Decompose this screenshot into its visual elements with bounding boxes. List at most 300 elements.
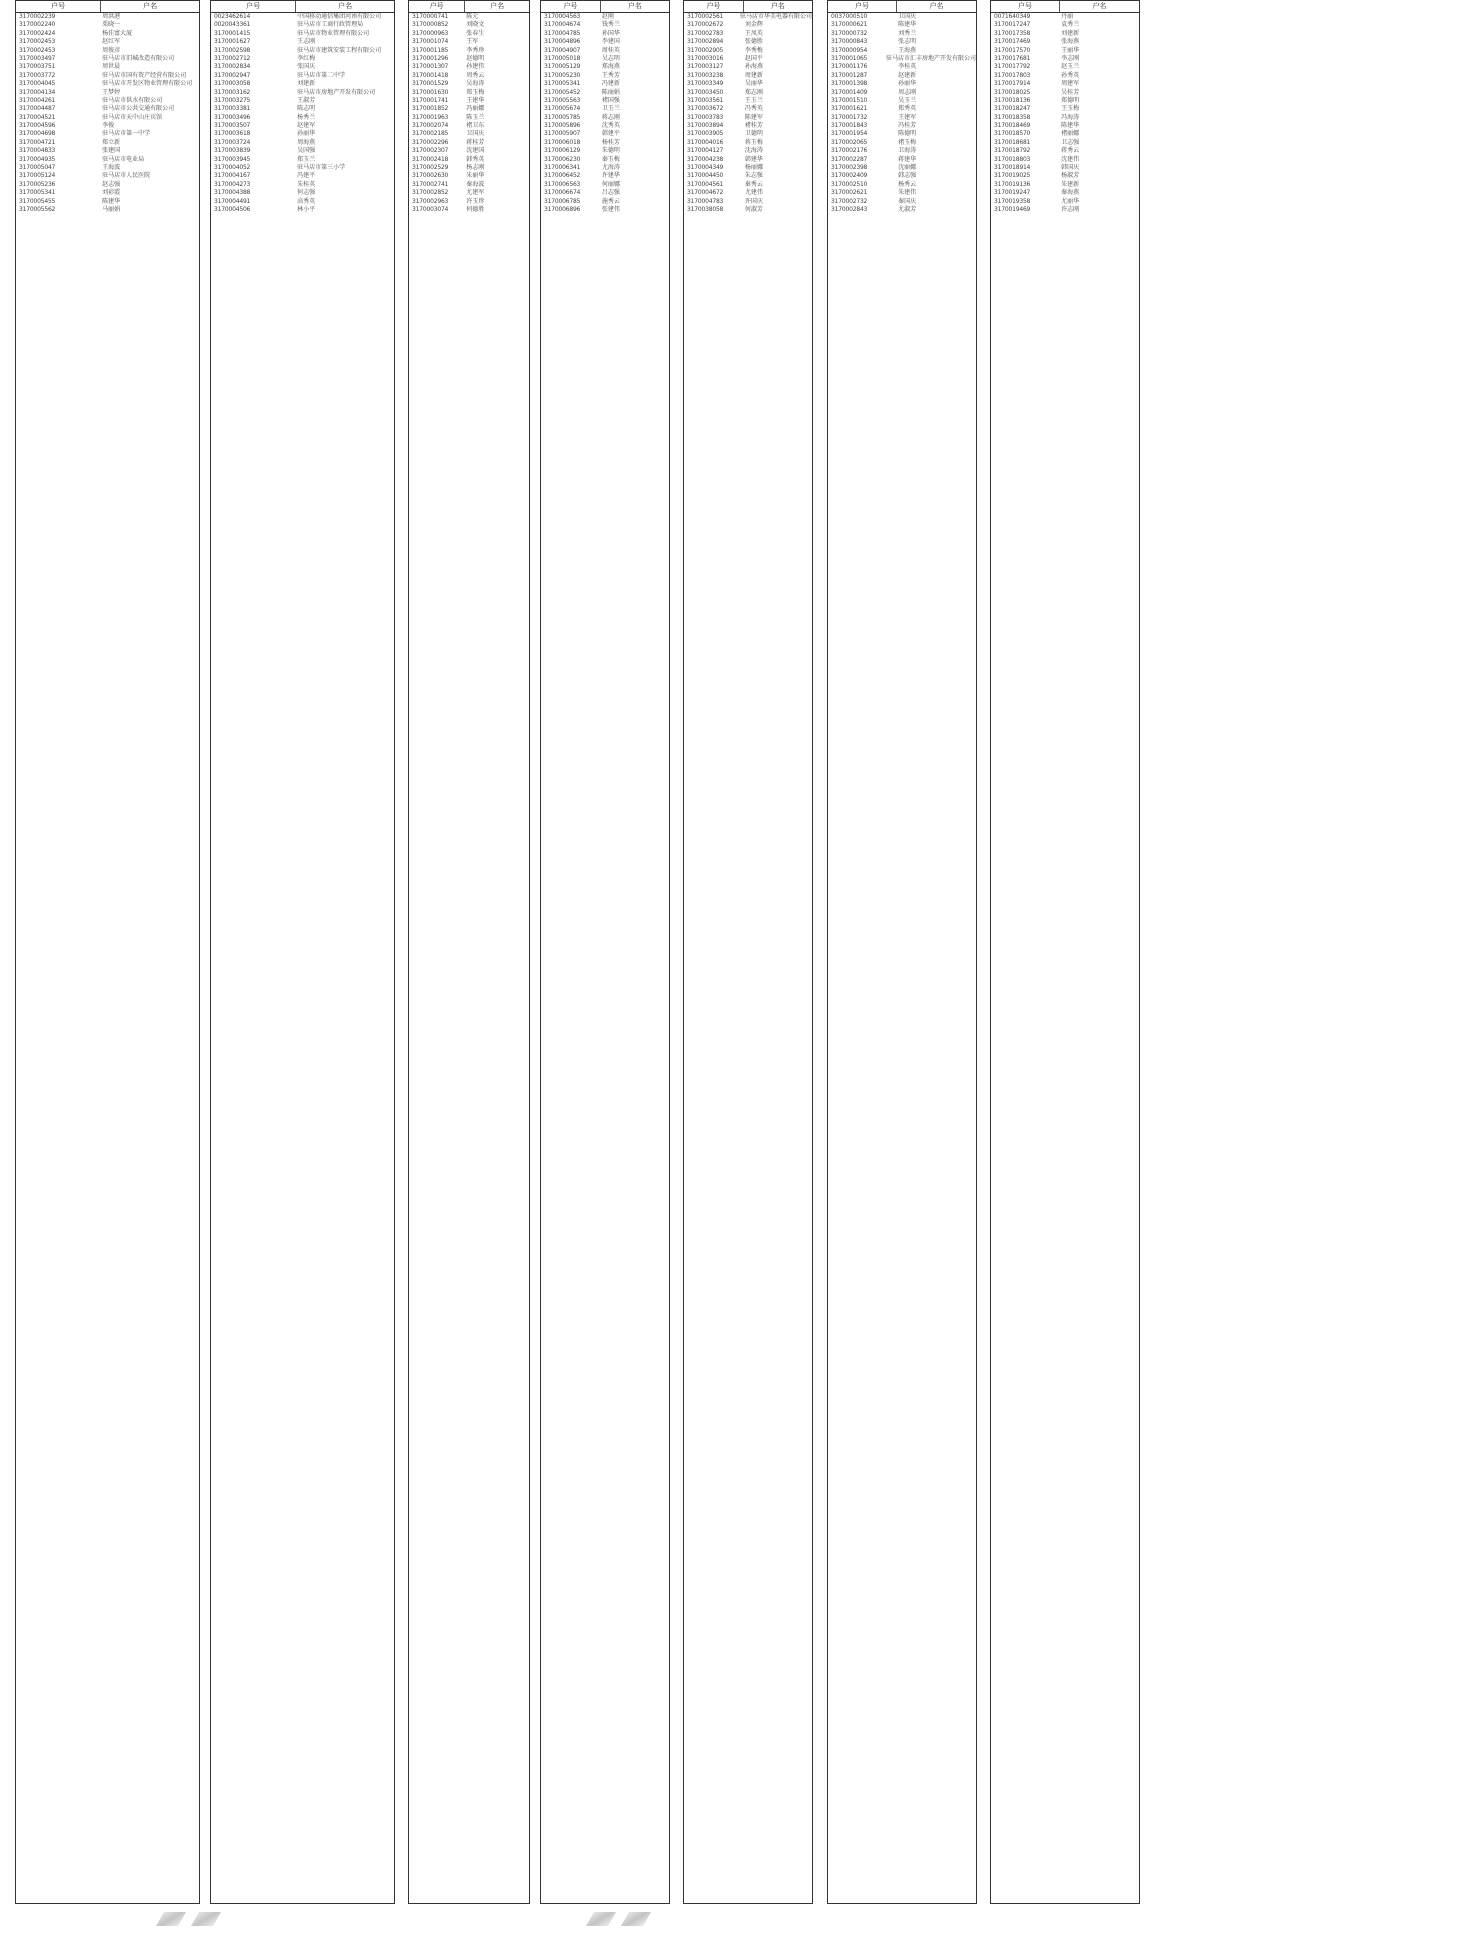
account-name: 陈志明 bbox=[297, 105, 316, 113]
account-number: 3170001954 bbox=[831, 130, 868, 138]
table-row bbox=[16, 181, 199, 189]
table-row bbox=[828, 198, 976, 206]
account-number: 3170000954 bbox=[831, 46, 868, 54]
table-row bbox=[991, 72, 1139, 80]
table-row bbox=[684, 181, 812, 189]
account-name: 驻马店市国有资产经营有限公司 bbox=[102, 71, 187, 79]
account-number: 3170004167 bbox=[214, 172, 251, 180]
account-number: 3170005563 bbox=[544, 96, 581, 104]
table-row bbox=[16, 47, 199, 55]
account-name: 韩秀英 bbox=[466, 155, 485, 163]
table-row bbox=[541, 105, 669, 113]
account-number: 3170004674 bbox=[544, 21, 581, 29]
table-row bbox=[684, 72, 812, 80]
table-row bbox=[541, 206, 669, 214]
table-row bbox=[16, 189, 199, 197]
account-name: 吴海涛 bbox=[466, 80, 485, 88]
account-name: 王丽华 bbox=[1061, 46, 1080, 54]
account-name: 驻马店市公共交通有限公司 bbox=[102, 105, 175, 113]
account-name: 李桂英 bbox=[898, 63, 917, 71]
account-name: 陈建华 bbox=[898, 21, 917, 29]
account-name: 栗晓一 bbox=[102, 21, 121, 29]
header-name-label: 户名 bbox=[143, 2, 158, 10]
account-name: 刘金辉 bbox=[744, 21, 763, 29]
account-name: 蒋秀云 bbox=[1061, 147, 1080, 155]
account-name: 郑志刚 bbox=[744, 88, 763, 96]
account-name: 赵志强 bbox=[102, 180, 121, 188]
header-id-label: 户号 bbox=[409, 1, 465, 12]
account-number: 3170005785 bbox=[544, 113, 581, 121]
account-name: 李建国 bbox=[601, 38, 620, 46]
table-row bbox=[211, 206, 394, 214]
account-name: 秦国庆 bbox=[898, 197, 917, 205]
account-name: 何志强 bbox=[297, 189, 316, 197]
account-name: 吴丽华 bbox=[744, 80, 763, 88]
column-header bbox=[991, 1, 1139, 13]
column-body bbox=[409, 13, 529, 1903]
column-body bbox=[828, 13, 976, 1903]
table-row bbox=[541, 189, 669, 197]
ledger-column bbox=[827, 0, 977, 1904]
account-name: 丹丽 bbox=[1061, 13, 1074, 20]
account-number: 3170002239 bbox=[19, 13, 56, 20]
account-number: 3170002409 bbox=[831, 172, 868, 180]
account-name: 沈秀英 bbox=[601, 122, 620, 130]
account-name: 马丽娟 bbox=[102, 205, 121, 213]
table-row bbox=[541, 156, 669, 164]
account-number: 3170017247 bbox=[994, 21, 1031, 29]
account-name: 张海燕 bbox=[1061, 38, 1080, 46]
account-name: 周世晨 bbox=[102, 63, 121, 71]
account-number: 3170019247 bbox=[994, 189, 1031, 197]
account-name: 沈建国 bbox=[466, 147, 485, 155]
account-number: 3170004563 bbox=[544, 13, 581, 20]
column-body bbox=[16, 13, 199, 1903]
account-number: 3170002510 bbox=[831, 180, 868, 188]
header-name-label: 户名 bbox=[929, 2, 944, 10]
account-name: 陈建华 bbox=[1061, 122, 1080, 130]
table-row bbox=[409, 21, 529, 29]
account-number: 3170002852 bbox=[412, 189, 449, 197]
account-name: 尤丽华 bbox=[1061, 197, 1080, 205]
account-number: 3170006452 bbox=[544, 172, 581, 180]
table-row bbox=[828, 21, 976, 29]
account-name: 张德胜 bbox=[744, 38, 763, 46]
table-row bbox=[409, 38, 529, 46]
table-row bbox=[16, 172, 199, 180]
table-row bbox=[991, 114, 1139, 122]
table-row bbox=[828, 139, 976, 147]
account-name: 杨秀云 bbox=[898, 180, 917, 188]
account-name: 赵德明 bbox=[466, 54, 485, 62]
account-name: 刘建新 bbox=[1061, 29, 1080, 37]
account-name: 王秀芳 bbox=[601, 71, 620, 79]
account-name: 许志刚 bbox=[1061, 205, 1080, 213]
account-name: 刘建新 bbox=[297, 80, 316, 88]
account-name: 冯秀英 bbox=[744, 105, 763, 113]
account-name: 驻马店市第三小学 bbox=[297, 164, 346, 172]
table-row bbox=[684, 198, 812, 206]
table-row bbox=[684, 21, 812, 29]
table-row bbox=[211, 130, 394, 138]
account-name: 陈玉兰 bbox=[466, 113, 485, 121]
account-name: 驻马店市供水有限公司 bbox=[102, 96, 163, 104]
table-row bbox=[409, 105, 529, 113]
table-row bbox=[16, 147, 199, 155]
account-name: 驻马店市建筑安装工程有限公司 bbox=[297, 46, 382, 54]
account-name: 卫国庆 bbox=[466, 130, 485, 138]
table-row bbox=[409, 147, 529, 155]
account-name: 冯海涛 bbox=[1061, 113, 1080, 121]
account-name: 冯桂芳 bbox=[898, 122, 917, 130]
account-name: 孙海燕 bbox=[744, 63, 763, 71]
account-number: 3170003016 bbox=[687, 54, 724, 62]
account-number: 3170018247 bbox=[994, 105, 1031, 113]
account-number: 3170000732 bbox=[831, 29, 868, 37]
account-name: 朱志强 bbox=[744, 172, 763, 180]
table-row bbox=[991, 30, 1139, 38]
account-name: 赵刚 bbox=[601, 13, 614, 20]
account-number: 3170018681 bbox=[994, 138, 1031, 146]
account-number: 3170002074 bbox=[412, 122, 449, 130]
account-name: 王淑芳 bbox=[297, 96, 316, 104]
account-number: 3170003945 bbox=[214, 155, 251, 163]
ledger-column bbox=[990, 0, 1140, 1904]
table-row bbox=[684, 30, 812, 38]
table-row bbox=[828, 105, 976, 113]
table-row bbox=[409, 114, 529, 122]
header-name-label: 户名 bbox=[770, 2, 785, 10]
account-name: 沈丽娜 bbox=[898, 164, 917, 172]
table-row bbox=[541, 198, 669, 206]
account-number: 3170002621 bbox=[831, 189, 868, 197]
table-row bbox=[16, 198, 199, 206]
account-number: 3170006896 bbox=[544, 205, 581, 213]
account-number: 3170003672 bbox=[687, 105, 724, 113]
account-number: 3170001287 bbox=[831, 71, 868, 79]
account-name: 驻马店市华美电器有限公司 bbox=[739, 13, 812, 20]
account-name: 吴桂芳 bbox=[1061, 88, 1080, 96]
account-number: 3170002453 bbox=[19, 46, 56, 54]
table-row bbox=[16, 130, 199, 138]
column-body bbox=[991, 13, 1139, 1903]
table-row bbox=[828, 63, 976, 71]
account-number: 3170004521 bbox=[19, 113, 56, 121]
account-name: 孙丽华 bbox=[297, 130, 316, 138]
column-header bbox=[409, 1, 529, 13]
account-number: 0020043361 bbox=[214, 21, 251, 29]
account-number: 3170003561 bbox=[687, 96, 724, 104]
account-name: 韩国庆 bbox=[1061, 164, 1080, 172]
account-number: 3170003507 bbox=[214, 122, 251, 130]
table-row bbox=[409, 181, 529, 189]
account-name: 张春生 bbox=[466, 29, 485, 37]
account-name: 高秀英 bbox=[297, 197, 316, 205]
table-row bbox=[541, 130, 669, 138]
table-row bbox=[541, 63, 669, 71]
table-row bbox=[828, 114, 976, 122]
account-number: 3170005341 bbox=[19, 189, 56, 197]
account-name: 尤建军 bbox=[466, 189, 485, 197]
account-name: 钱秀兰 bbox=[601, 21, 620, 29]
account-name: 卫国庆 bbox=[898, 13, 917, 20]
ledger-column bbox=[210, 0, 395, 1904]
account-name: 许建华 bbox=[601, 172, 620, 180]
table-row bbox=[684, 89, 812, 97]
account-name: 何淑芳 bbox=[744, 205, 763, 213]
header-id-label: 户号 bbox=[211, 1, 296, 12]
account-name: 褚卫东 bbox=[466, 122, 485, 130]
account-number: 3170002398 bbox=[831, 164, 868, 172]
table-row bbox=[211, 105, 394, 113]
table-row bbox=[828, 172, 976, 180]
table-row bbox=[211, 89, 394, 97]
account-name: 周海燕 bbox=[297, 138, 316, 146]
header-name-label: 户名 bbox=[1092, 2, 1107, 10]
account-number: 3170001418 bbox=[412, 71, 449, 79]
ledger-column bbox=[540, 0, 670, 1904]
account-name: 秦海燕 bbox=[1061, 189, 1080, 197]
account-number: 3170002418 bbox=[412, 155, 449, 163]
account-number: 3170000741 bbox=[412, 13, 449, 20]
column-header bbox=[828, 1, 976, 13]
account-name: 尤海涛 bbox=[601, 164, 620, 172]
account-number: 3170004596 bbox=[19, 122, 56, 130]
table-row bbox=[211, 21, 394, 29]
account-name: 周桂英 bbox=[601, 46, 620, 54]
account-number: 3170003381 bbox=[214, 105, 251, 113]
account-number: 0037000510 bbox=[831, 13, 868, 20]
account-number: 3170018469 bbox=[994, 122, 1031, 130]
account-number: 3170018914 bbox=[994, 164, 1031, 172]
account-number: 3170001630 bbox=[412, 88, 449, 96]
table-row bbox=[211, 189, 394, 197]
table-row bbox=[16, 139, 199, 147]
account-number: 3170001296 bbox=[412, 54, 449, 62]
account-name: 李红梅 bbox=[297, 54, 316, 62]
account-name: 周建军 bbox=[1061, 80, 1080, 88]
account-name: 王玉梅 bbox=[1061, 105, 1080, 113]
account-name: 冯建新 bbox=[601, 80, 620, 88]
account-name: 卫海涛 bbox=[898, 147, 917, 155]
table-row bbox=[409, 89, 529, 97]
account-name: 朱丽华 bbox=[466, 172, 485, 180]
account-number: 3170000852 bbox=[412, 21, 449, 29]
account-number: 3170005896 bbox=[544, 122, 581, 130]
account-number: 3170000963 bbox=[412, 29, 449, 37]
account-name: 蒋建华 bbox=[898, 155, 917, 163]
account-number: 3170017803 bbox=[994, 71, 1031, 79]
account-name: 施秀云 bbox=[601, 197, 620, 205]
account-number: 3170002529 bbox=[412, 164, 449, 172]
account-name: 周建新 bbox=[744, 71, 763, 79]
account-name: 张国庆 bbox=[297, 63, 316, 71]
account-name: 郑玉兰 bbox=[297, 155, 316, 163]
table-row bbox=[541, 139, 669, 147]
account-name: 韩志强 bbox=[898, 172, 917, 180]
table-row bbox=[409, 130, 529, 138]
table-row bbox=[541, 181, 669, 189]
account-number: 3170004783 bbox=[687, 197, 724, 205]
account-number: 3170002307 bbox=[412, 147, 449, 155]
header-name-label: 户名 bbox=[338, 2, 353, 10]
account-number: 3170005230 bbox=[544, 71, 581, 79]
account-name: 王凤英 bbox=[744, 29, 763, 37]
account-name: 李俊 bbox=[102, 122, 115, 130]
table-row bbox=[16, 63, 199, 71]
account-name: 赵建军 bbox=[297, 122, 316, 130]
account-name: 朱建新 bbox=[1061, 180, 1080, 188]
table-row bbox=[828, 189, 976, 197]
account-name: 褚国强 bbox=[601, 96, 620, 104]
page-mark-icon bbox=[156, 1912, 186, 1926]
column-body bbox=[684, 13, 812, 1903]
account-name: 杨淑芳 bbox=[1061, 172, 1080, 180]
table-row bbox=[991, 80, 1139, 88]
account-name: 赵玉兰 bbox=[1061, 63, 1080, 71]
table-row bbox=[991, 206, 1139, 214]
account-name: 郑立新 bbox=[102, 138, 121, 146]
account-number: 3170003772 bbox=[19, 71, 56, 79]
account-number: 3170038058 bbox=[687, 205, 724, 213]
header-name-label: 户名 bbox=[490, 2, 505, 10]
header-id-label: 户号 bbox=[16, 1, 101, 12]
account-number: 3170005455 bbox=[19, 197, 56, 205]
account-name: 冯丽娜 bbox=[466, 105, 485, 113]
account-name: 褚玉梅 bbox=[898, 138, 917, 146]
account-number: 3170004506 bbox=[214, 205, 251, 213]
account-number: 3170005452 bbox=[544, 88, 581, 96]
account-number: 3170004785 bbox=[544, 29, 581, 37]
column-header bbox=[684, 1, 812, 13]
page-mark-icon bbox=[586, 1912, 616, 1926]
column-body bbox=[541, 13, 669, 1903]
account-number: 3170001074 bbox=[412, 38, 449, 46]
account-number: 3170017681 bbox=[994, 54, 1031, 62]
account-name: 秦玉梅 bbox=[601, 155, 620, 163]
account-name: 尤建伟 bbox=[744, 189, 763, 197]
account-number: 3170004561 bbox=[687, 180, 724, 188]
account-name: 刘秀兰 bbox=[898, 29, 917, 37]
account-number: 3170017358 bbox=[994, 29, 1031, 37]
account-name: 周俊彦 bbox=[102, 46, 121, 54]
account-name: 杨秀兰 bbox=[297, 113, 316, 121]
account-number: 3170002176 bbox=[831, 147, 868, 155]
account-number: 3170001409 bbox=[831, 88, 868, 96]
account-number: 3170001732 bbox=[831, 113, 868, 121]
account-name: 王志刚 bbox=[297, 38, 316, 46]
account-number: 3170018358 bbox=[994, 113, 1031, 121]
account-name: 沈建伟 bbox=[1061, 155, 1080, 163]
table-row bbox=[828, 30, 976, 38]
account-number: 3170001529 bbox=[412, 80, 449, 88]
account-number: 3170004045 bbox=[19, 80, 56, 88]
account-number: 3170002630 bbox=[412, 172, 449, 180]
account-number: 3170001627 bbox=[214, 38, 251, 46]
account-name: 韩建平 bbox=[601, 130, 620, 138]
table-row bbox=[409, 206, 529, 214]
account-number: 3170019358 bbox=[994, 197, 1031, 205]
account-number: 3170002905 bbox=[687, 46, 724, 54]
table-row bbox=[684, 156, 812, 164]
table-row bbox=[211, 80, 394, 88]
account-number: 3170004896 bbox=[544, 38, 581, 46]
account-number: 3170001065 bbox=[831, 54, 868, 62]
table-row bbox=[828, 80, 976, 88]
table-row bbox=[211, 63, 394, 71]
account-name: 蒋桂芳 bbox=[466, 138, 485, 146]
table-row bbox=[409, 198, 529, 206]
account-name: 王海波 bbox=[102, 164, 121, 172]
account-name: 卫玉兰 bbox=[601, 105, 620, 113]
account-name: 刘晓文 bbox=[466, 21, 485, 29]
account-number: 3170004016 bbox=[687, 138, 724, 146]
account-number: 3170017469 bbox=[994, 38, 1031, 46]
table-row bbox=[409, 80, 529, 88]
table-row bbox=[16, 114, 199, 122]
account-number: 3170018803 bbox=[994, 155, 1031, 163]
account-name: 驻马店市物业管理有限公司 bbox=[297, 29, 370, 37]
table-row bbox=[409, 30, 529, 38]
account-name: 周志刚 bbox=[898, 88, 917, 96]
table-row bbox=[16, 89, 199, 97]
account-name: 冯建平 bbox=[297, 172, 316, 180]
table-row bbox=[211, 139, 394, 147]
header-id-label: 户号 bbox=[991, 1, 1060, 12]
table-row bbox=[684, 80, 812, 88]
table-row bbox=[991, 147, 1139, 155]
account-name: 张建伟 bbox=[601, 205, 620, 213]
account-name: 吴志明 bbox=[601, 54, 620, 62]
account-number: 3170018025 bbox=[994, 88, 1031, 96]
table-row bbox=[409, 172, 529, 180]
table-row bbox=[828, 47, 976, 55]
account-name: 吴国强 bbox=[297, 147, 316, 155]
account-number: 3170003238 bbox=[687, 71, 724, 79]
account-name: 许国庆 bbox=[744, 197, 763, 205]
account-number: 3170001415 bbox=[214, 29, 251, 37]
table-row bbox=[16, 80, 199, 88]
account-number: 3170002894 bbox=[687, 38, 724, 46]
account-name: 褚丽娜 bbox=[1061, 130, 1080, 138]
account-name: 驻马店市房地产开发有限公司 bbox=[297, 88, 376, 96]
account-number: 3170002453 bbox=[19, 38, 56, 46]
account-name: 赵红军 bbox=[102, 38, 121, 46]
table-row bbox=[16, 156, 199, 164]
account-number: 3170004721 bbox=[19, 138, 56, 146]
account-name: 朱桂英 bbox=[297, 180, 316, 188]
account-number: 3170019469 bbox=[994, 205, 1031, 213]
column-header bbox=[16, 1, 199, 13]
account-name: 陈建军 bbox=[744, 113, 763, 121]
table-row bbox=[409, 189, 529, 197]
account-number: 3170003497 bbox=[19, 54, 56, 62]
account-number: 3170006230 bbox=[544, 155, 581, 163]
table-row bbox=[409, 47, 529, 55]
account-name: 蒋玉梅 bbox=[744, 138, 763, 146]
table-row bbox=[828, 89, 976, 97]
account-number: 3170003349 bbox=[687, 80, 724, 88]
table-row bbox=[991, 47, 1139, 55]
table-row bbox=[409, 139, 529, 147]
account-number: 3170002296 bbox=[412, 138, 449, 146]
account-number: 3170002963 bbox=[412, 197, 449, 205]
account-number: 3170004907 bbox=[544, 46, 581, 54]
table-row bbox=[541, 30, 669, 38]
account-number: 3170004672 bbox=[687, 189, 724, 197]
table-row bbox=[409, 72, 529, 80]
ledger-column bbox=[683, 0, 813, 1904]
